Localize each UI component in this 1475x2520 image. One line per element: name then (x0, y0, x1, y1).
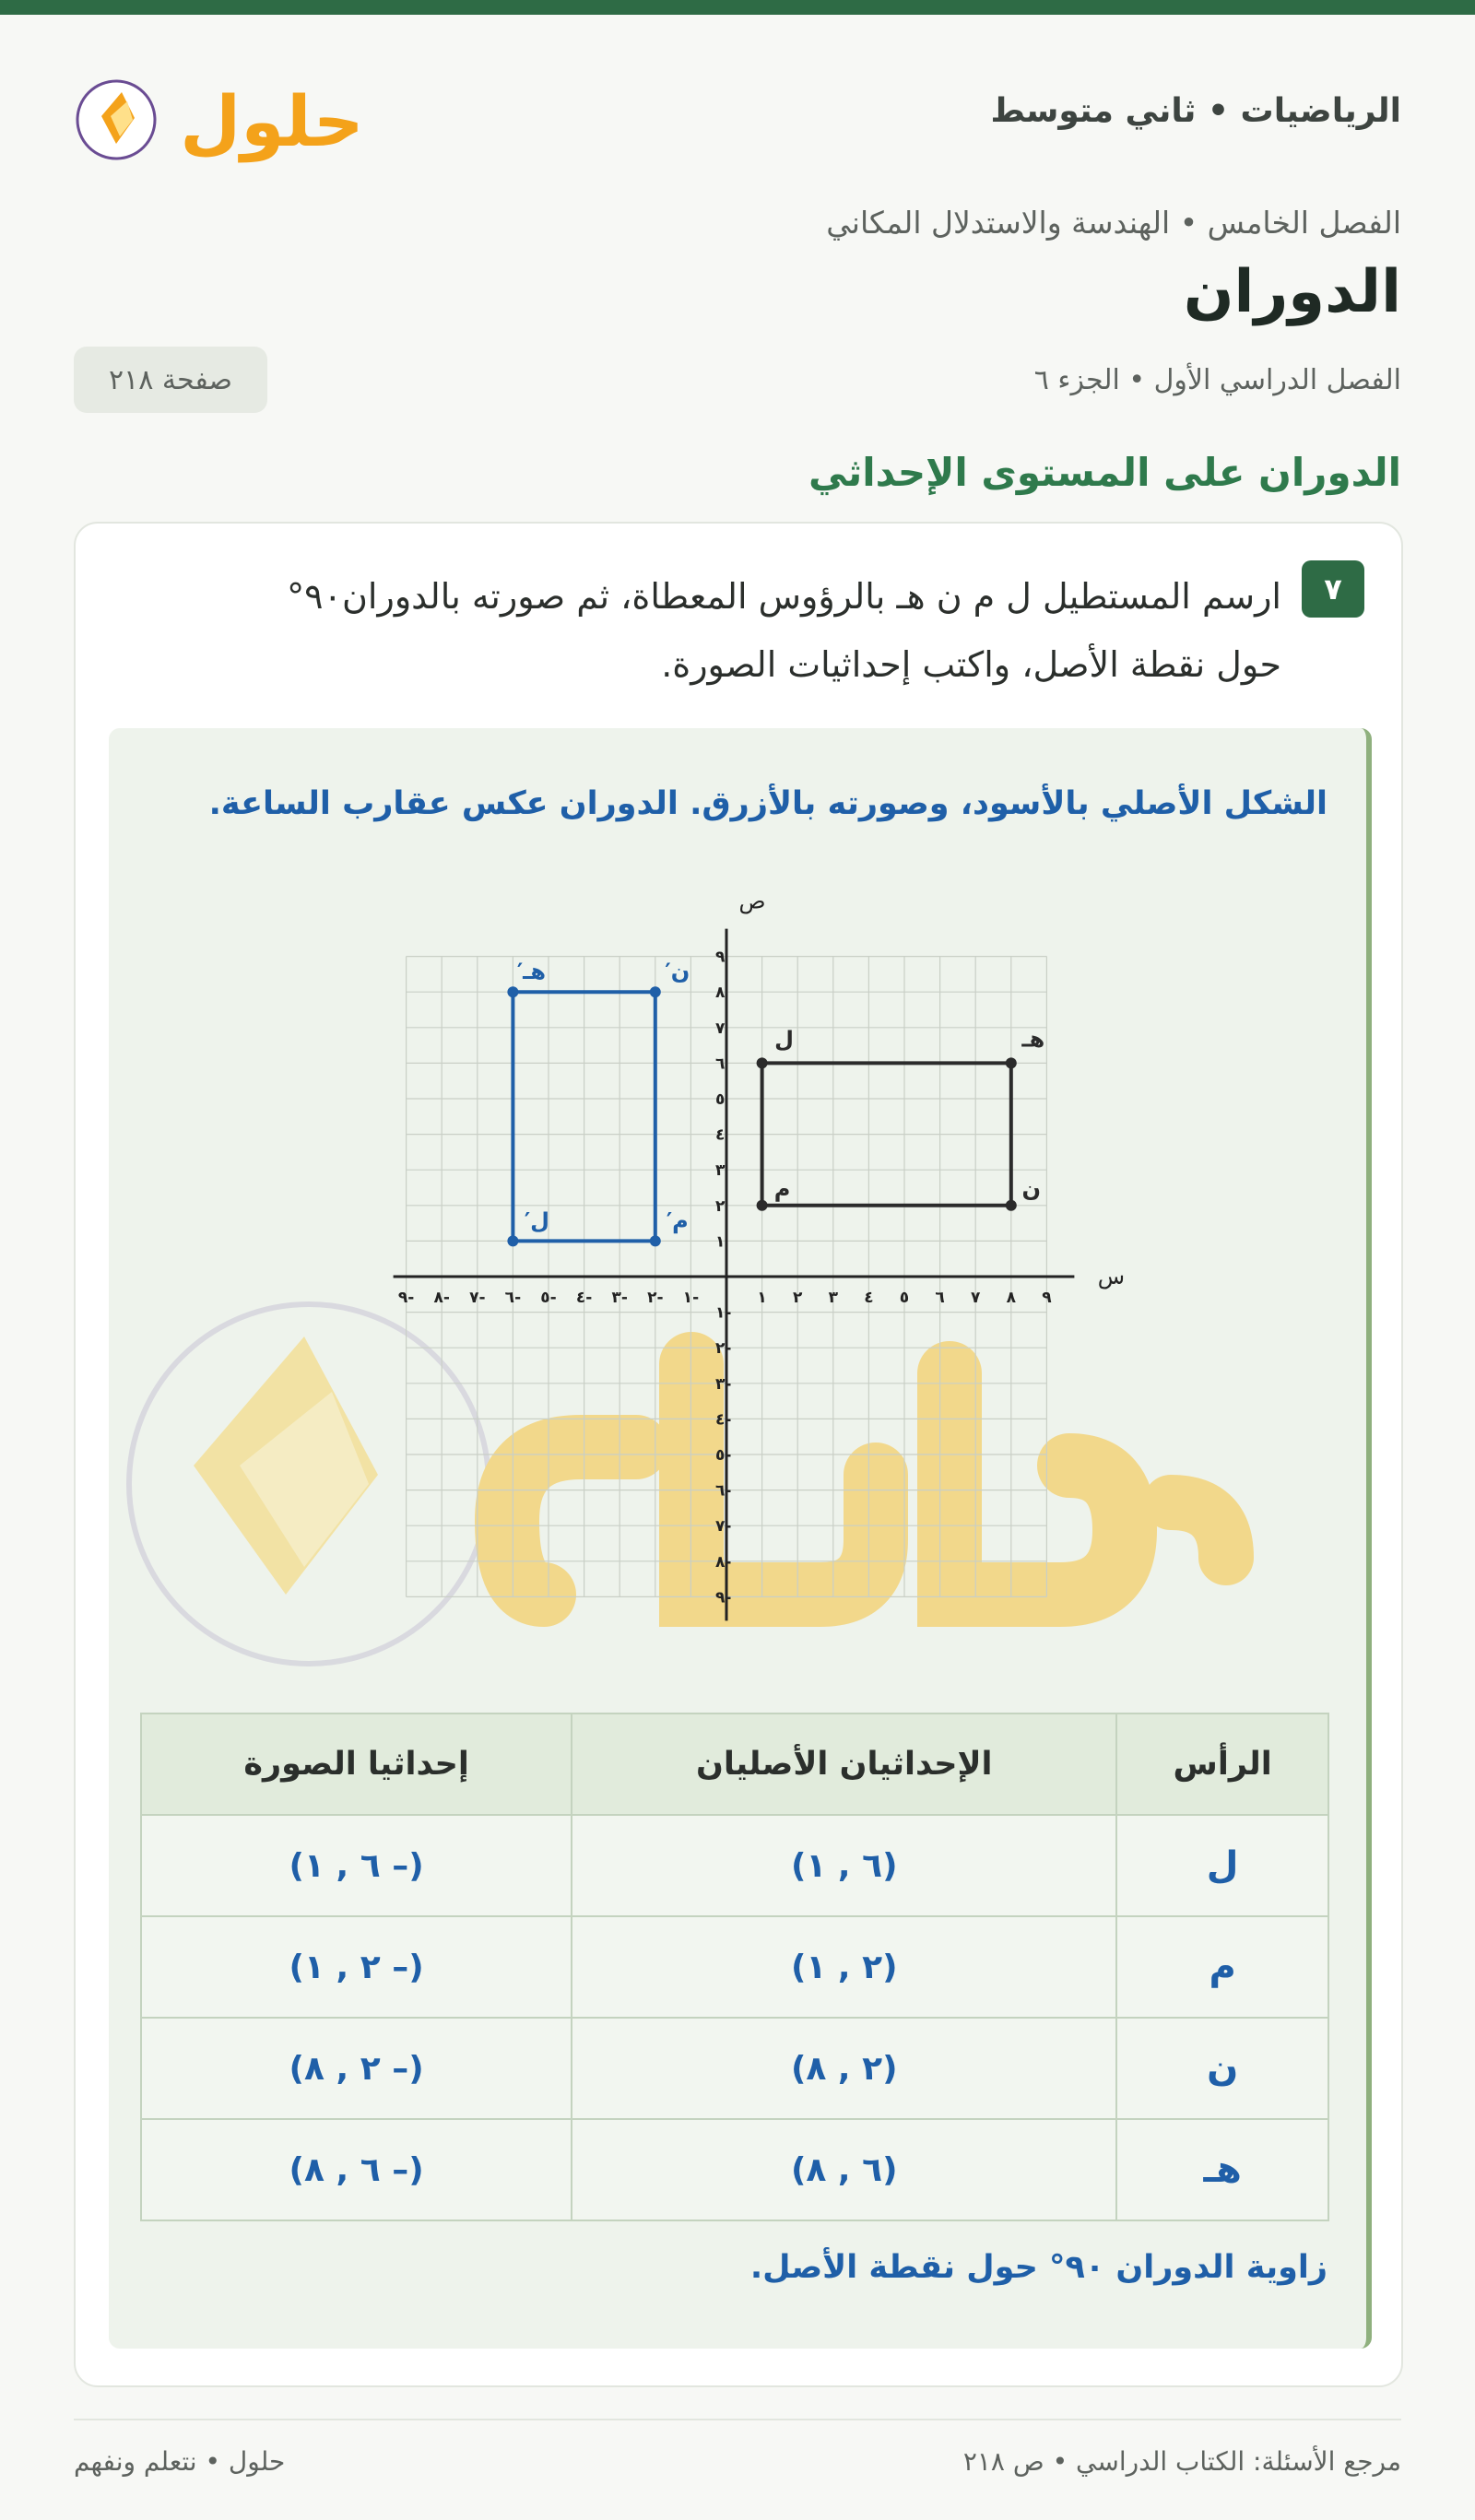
x-tick-label: ٧ (971, 1289, 981, 1307)
image-cell: (– ٦ , ١) (141, 1815, 572, 1916)
original-vertex-label: هـ (1021, 1026, 1045, 1053)
x-tick-label: -٩ (397, 1289, 415, 1307)
image-vertex-label: م′ (666, 1207, 689, 1234)
y-tick-label: -٥ (715, 1446, 732, 1465)
logo-text: حلول (180, 80, 364, 162)
chapter-label: الفصل الخامس • الهندسة والاستدلال المكاني (826, 205, 1401, 241)
y-tick-label: -٧ (715, 1517, 732, 1537)
y-tick-label: -١ (715, 1303, 732, 1323)
x-tick-label: ٣ (828, 1289, 838, 1307)
header-original: الإحداثيان الأصليان (572, 1713, 1116, 1815)
x-tick-label: ٨ (1006, 1289, 1016, 1307)
image-cell: (– ٢ , ٨) (141, 2018, 572, 2119)
x-tick-label: ٩ (1042, 1289, 1052, 1307)
question-number-badge: ٧ (1302, 560, 1364, 618)
image-vertex-point (650, 986, 661, 997)
table-row (141, 1815, 1328, 1916)
vertex-cell: م (1116, 1916, 1328, 2018)
header-vertex: الرأس (1116, 1713, 1328, 1815)
x-tick-label: -٣ (611, 1289, 628, 1307)
original-cell: (٦ , ١) (572, 1815, 1116, 1916)
original-vertex-point (757, 1057, 768, 1068)
y-tick-label: ٣ (715, 1161, 726, 1181)
original-vertex-label: م (773, 1175, 791, 1202)
x-tick-label: -٨ (433, 1289, 450, 1307)
y-tick-label: ٩ (715, 948, 726, 967)
vertex-cell: ل (1116, 1815, 1328, 1916)
term-label: الفصل الدراسي الأول • الجزء ٦ (1033, 364, 1401, 396)
y-tick-label: -٤ (715, 1410, 732, 1430)
table-row (141, 2018, 1328, 2119)
vertex-cell: هـ (1116, 2119, 1328, 2220)
coordinates-table (140, 1713, 1329, 2221)
image-cell: (– ٢ , ١) (141, 1916, 572, 2018)
image-vertex-point (507, 1235, 518, 1246)
y-tick-label: -٩ (715, 1588, 732, 1607)
section-title: الدوران على المستوى الإحداثي (808, 450, 1401, 495)
vertex-cell: ن (1116, 2018, 1328, 2119)
table-header-row (141, 1713, 1328, 1815)
image-vertex-point (507, 986, 518, 997)
original-vertex-label: ل (774, 1026, 795, 1053)
original-vertex-point (1006, 1200, 1017, 1211)
y-tick-label: -٢ (715, 1339, 732, 1359)
table-row (141, 2119, 1328, 2220)
x-tick-label: -١ (682, 1289, 700, 1307)
coordinate-plane (378, 885, 1134, 1622)
hulul-logo[interactable] (74, 65, 364, 175)
answer-note: الشكل الأصلي بالأسود، وصورته بالأزرق. الدوران عكس عقارب الساعة. (208, 785, 1328, 822)
y-tick-label: ٢ (715, 1196, 726, 1216)
x-tick-label: -٢ (647, 1289, 664, 1307)
x-tick-label: ٦ (935, 1289, 945, 1307)
table-row (141, 1916, 1328, 2018)
x-tick-label: -٦ (504, 1289, 522, 1307)
x-tick-label: ١ (757, 1289, 767, 1307)
x-tick-label: ٥ (899, 1289, 910, 1307)
x-tick-label: -٥ (540, 1289, 557, 1307)
footer-brand: حلول • نتعلم ونفهم (74, 2446, 286, 2477)
question-text: ارسم المستطيل ل م ن هـ بالرؤوس المعطاة، ثم صورته بالدوران٩٠° حول نقطة الأصل، واكتب إحداثيات الصورة. (287, 576, 1281, 685)
x-axis-label: س (1097, 1264, 1126, 1289)
original-cell: (٢ , ١) (572, 1916, 1116, 2018)
header (74, 65, 1401, 175)
lesson-title: الدوران (1183, 258, 1401, 326)
image-vertex-label: ن′ (665, 959, 690, 985)
footer-reference: مرجع الأسئلة: الكتاب الدراسي • ص ٢١٨ (962, 2446, 1401, 2477)
y-tick-label: ٧ (715, 1019, 726, 1038)
y-tick-label: ١ (715, 1232, 726, 1252)
x-tick-label: ٢ (793, 1289, 803, 1307)
image-vertex-label: هـ′ (516, 959, 546, 985)
y-tick-label: ٦ (715, 1054, 726, 1074)
y-tick-label: -٨ (715, 1552, 732, 1572)
x-tick-label: -٧ (469, 1289, 486, 1307)
y-tick-label: ٥ (715, 1090, 726, 1109)
y-tick-label: -٦ (715, 1481, 732, 1501)
original-cell: (٦ , ٨) (572, 2119, 1116, 2220)
original-vertex-point (757, 1200, 768, 1211)
y-axis-label: ص (738, 888, 766, 914)
image-cell: (– ٦ , ٨) (141, 2119, 572, 2220)
original-vertex-point (1006, 1057, 1017, 1068)
footer-divider (74, 2419, 1401, 2420)
top-accent-bar (0, 0, 1475, 15)
image-vertex-label: ل′ (524, 1207, 549, 1234)
y-tick-label: ٤ (715, 1125, 726, 1145)
subject-title: الرياضيات • ثاني متوسط (990, 92, 1401, 130)
header-image: إحداثيا الصورة (141, 1713, 572, 1815)
y-tick-label: ٨ (715, 983, 726, 1003)
image-vertex-point (650, 1235, 661, 1246)
original-cell: (٢ , ٨) (572, 2018, 1116, 2119)
x-tick-label: -٤ (575, 1289, 593, 1307)
answer-conclusion: زاوية الدوران ٩٠° حول نقطة الأصل. (749, 2249, 1328, 2286)
original-vertex-label: ن (1021, 1175, 1042, 1202)
y-tick-label: -٣ (715, 1374, 732, 1394)
page-badge: صفحة ٢١٨ (74, 347, 267, 413)
x-tick-label: ٤ (864, 1289, 874, 1307)
